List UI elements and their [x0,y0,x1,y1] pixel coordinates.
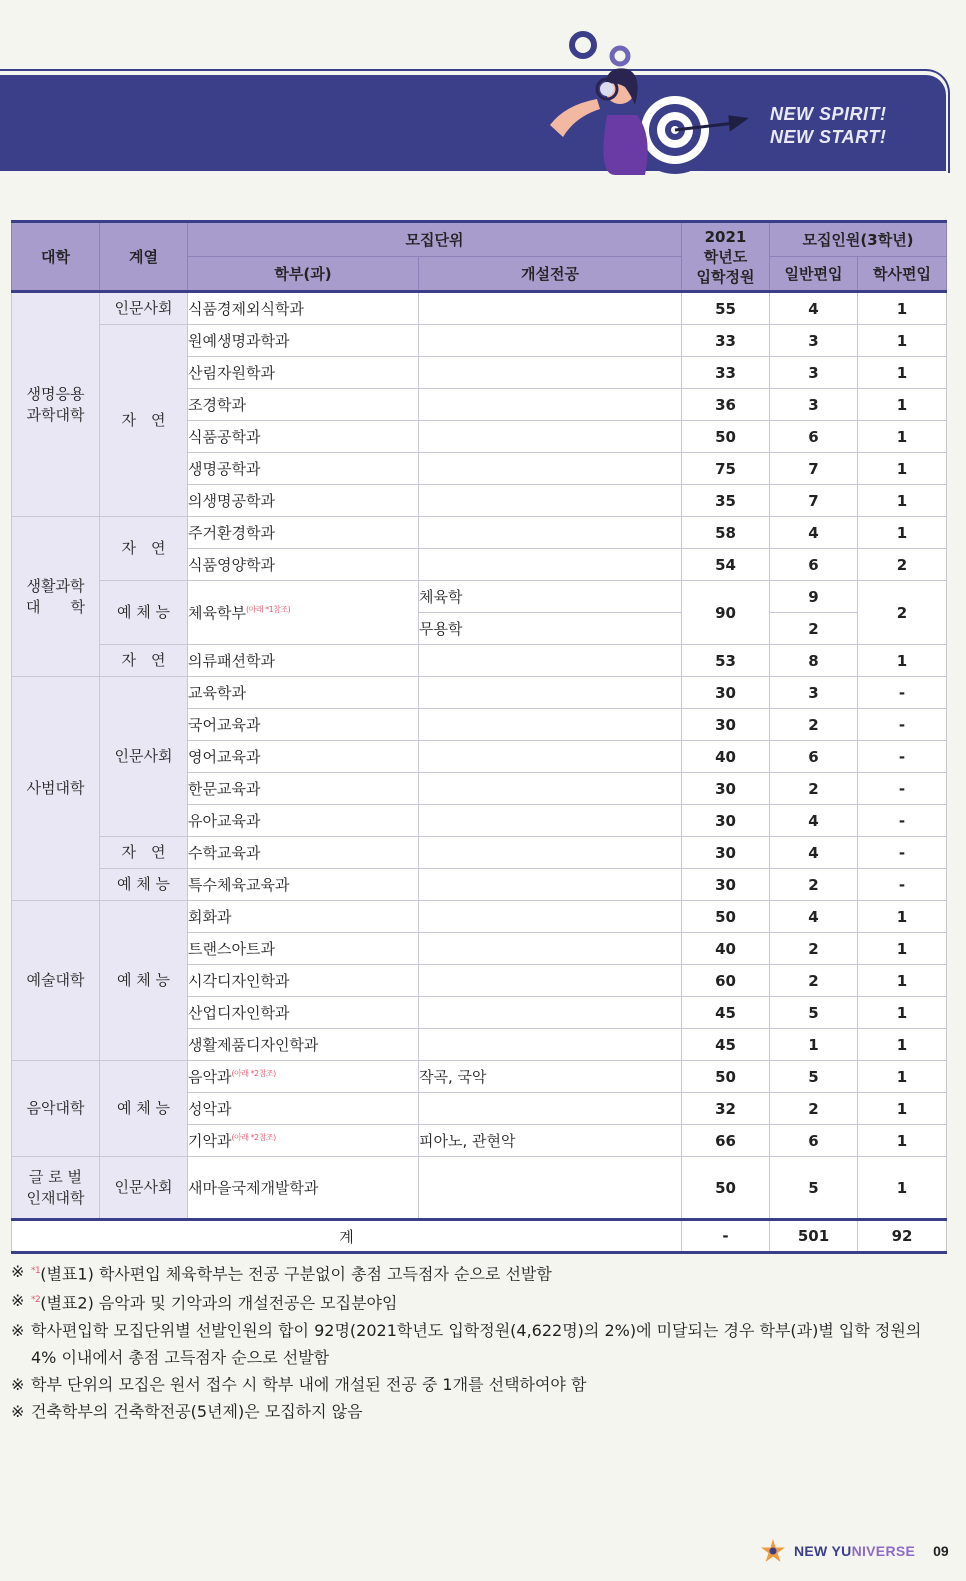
dept-cell: 회화과 [188,901,419,933]
major-cell [419,837,682,869]
note-item [11,1317,951,1371]
person-figure [550,68,648,175]
header-major: 개설전공 [419,257,682,292]
dept-cell: 수학교육과 [188,837,419,869]
star-logo-icon [760,1538,786,1564]
major-cell [419,997,682,1029]
major-cell [419,965,682,997]
bachelor-cell: 1 [858,997,947,1029]
category-cell: 예 체 능 [100,1061,188,1157]
major-cell [419,901,682,933]
univ-cell [12,517,100,677]
quota-cell: 33 [682,357,770,389]
quota-cell: 40 [682,933,770,965]
brand-part-b: NIVERSE [851,1543,916,1559]
general-cell: 2 [770,613,858,645]
page-number: 09 [933,1543,949,1559]
quota-cell: 90 [682,581,770,645]
bachelor-cell: - [858,869,947,901]
major-cell [419,1029,682,1061]
bachelor-cell: 1 [858,645,947,677]
gear-icon [572,34,594,56]
quota-cell: 58 [682,517,770,549]
general-cell: 5 [770,1157,858,1220]
category-cell: 자 연 [100,325,188,517]
quota-cell: 54 [682,549,770,581]
note-mark: ※ [11,1291,25,1311]
univ-cell [12,1157,100,1220]
dept-cell: 유아교육과 [188,805,419,837]
major-cell [419,677,682,709]
table-row [12,1157,947,1220]
bachelor-cell: - [858,741,947,773]
dept-cell [188,1061,419,1093]
quota-cell: 33 [682,325,770,357]
header-bachelor: 학사편입 [858,257,947,292]
general-cell: 6 [770,1125,858,1157]
table-row [12,292,947,325]
univ-cell: 예술대학 [12,901,100,1061]
bachelor-cell: 1 [858,965,947,997]
quota-cell: 50 [682,901,770,933]
brand-part-a: NEW YU [794,1543,852,1559]
general-cell: 9 [770,581,858,613]
header-general: 일반편입 [770,257,858,292]
major-cell [419,741,682,773]
quota-cell: 30 [682,709,770,741]
major-cell [419,1157,682,1220]
general-cell: 3 [770,357,858,389]
note-text: 학사편입학 모집단위별 선발인원의 합이 92명(2021학년도 입학정원(4,622명)의 2%)에 미달되는 경우 학부(과)별 입학 정원의 4% 이내에서 총점 고득점자 순으로 선발함 [31,1320,922,1367]
general-cell: 6 [770,549,858,581]
major-cell [419,709,682,741]
header-category: 계열 [100,222,188,292]
category-cell: 인문사회 [100,1157,188,1220]
dept-cell: 새마을국제개발학과 [188,1157,419,1220]
quota-cell: 30 [682,677,770,709]
dept-cell: 식품경제외식학과 [188,292,419,325]
note-text: 건축학부의 건축학전공(5년제)은 모집하지 않음 [31,1401,363,1421]
dept-cell: 특수체육교육과 [188,869,419,901]
quota-cell: 60 [682,965,770,997]
general-cell: 2 [770,965,858,997]
note-mark: ※ [11,1320,25,1340]
bachelor-cell: - [858,773,947,805]
major-cell: 작곡, 국악 [419,1061,682,1093]
dept-cell: 한문교육과 [188,773,419,805]
small-gear-icon [612,48,628,64]
total-bachelor: 92 [858,1220,947,1253]
major-cell [419,869,682,901]
category-cell: 예 체 능 [100,869,188,901]
dept-cell: 시각디자인학과 [188,965,419,997]
general-cell: 8 [770,645,858,677]
bachelor-cell: 1 [858,421,947,453]
general-cell: 2 [770,869,858,901]
quota-cell: 66 [682,1125,770,1157]
table-row [12,517,947,549]
note-item [11,1258,951,1287]
table-row [12,677,947,709]
total-quota: - [682,1220,770,1253]
total-row [12,1220,947,1253]
general-cell: 4 [770,901,858,933]
bachelor-cell: 1 [858,485,947,517]
dept-cell: 성악과 [188,1093,419,1125]
general-cell: 2 [770,933,858,965]
major-cell [419,645,682,677]
dept-name: 체육학부 [188,604,246,622]
major-cell [419,933,682,965]
dept-cell [188,581,419,645]
note-item [11,1398,951,1425]
table-row [12,837,947,869]
footnote-ref: (아래 *2참조) [231,1069,276,1078]
note-mark: ※ [11,1401,25,1421]
quota-cell: 35 [682,485,770,517]
header-quota-line-2: 학년도 [703,247,748,266]
slogan-line-1: NEW SPIRIT! [770,104,887,124]
univ-name-line: 생활과학 [26,576,85,595]
general-cell: 6 [770,421,858,453]
general-cell: 3 [770,677,858,709]
table-row [12,325,947,357]
footnote-ref: (아래 *1참조) [245,605,291,614]
quota-cell: 30 [682,837,770,869]
header-quota-line-3: 입학정원 [696,267,755,286]
univ-name-line: 인재대학 [26,1188,85,1207]
general-cell: 2 [770,773,858,805]
dept-cell: 주거환경학과 [188,517,419,549]
bachelor-cell: 2 [858,581,947,645]
category-cell: 인문사회 [100,677,188,837]
quota-cell: 75 [682,453,770,485]
major-cell: 체육학 [419,581,682,613]
dept-cell: 교육학과 [188,677,419,709]
bachelor-cell: 1 [858,1061,947,1093]
total-general: 501 [770,1220,858,1253]
univ-name-line: 대 학 [26,597,85,616]
major-cell [419,805,682,837]
quota-cell: 45 [682,1029,770,1061]
major-cell [419,421,682,453]
dept-cell: 식품영양학과 [188,549,419,581]
dept-cell: 의류패션학과 [188,645,419,677]
target-illustration [545,25,755,175]
table-row [12,581,947,613]
dept-cell: 생명공학과 [188,453,419,485]
dept-cell: 국어교육과 [188,709,419,741]
footer [760,1536,949,1566]
general-cell: 7 [770,453,858,485]
header-dept: 학부(과) [188,257,419,292]
quota-cell: 45 [682,997,770,1029]
major-cell: 무용학 [419,613,682,645]
major-cell [419,325,682,357]
header-quota-line-1: 2021 [704,227,747,246]
bachelor-cell: 2 [858,549,947,581]
univ-cell: 음악대학 [12,1061,100,1157]
quota-cell: 53 [682,645,770,677]
brand-name [794,1543,915,1559]
bachelor-cell: - [858,677,947,709]
quota-cell: 50 [682,1061,770,1093]
footnote-ref: *1 [31,1266,41,1276]
bachelor-cell: 1 [858,292,947,325]
major-cell [419,389,682,421]
category-cell: 예 체 능 [100,901,188,1061]
dept-cell: 산업디자인학과 [188,997,419,1029]
quota-cell: 50 [682,421,770,453]
slogan [770,103,887,149]
quota-cell: 32 [682,1093,770,1125]
note-text: (별표2) 음악과 및 기악과의 개설전공은 모집분야임 [40,1293,398,1313]
category-cell: 예 체 능 [100,581,188,645]
general-cell: 4 [770,517,858,549]
major-cell [419,453,682,485]
general-cell: 5 [770,1061,858,1093]
notes-section [11,1258,951,1425]
general-cell: 4 [770,805,858,837]
table-row [12,645,947,677]
header-unit-group: 모집단위 [188,222,682,257]
univ-cell: 사범대학 [12,677,100,901]
slogan-line-2: NEW START! [770,127,887,147]
general-cell: 2 [770,709,858,741]
category-cell: 자 연 [100,645,188,677]
bachelor-cell: 1 [858,1157,947,1220]
major-cell [419,292,682,325]
general-cell: 4 [770,837,858,869]
note-item [11,1287,951,1316]
total-label: 계 [12,1220,682,1253]
bachelor-cell: 1 [858,933,947,965]
footnote-ref: (아래 *2참조) [231,1133,276,1142]
general-cell: 1 [770,1029,858,1061]
dept-cell: 트랜스아트과 [188,933,419,965]
major-cell: 피아노, 관현악 [419,1125,682,1157]
quota-cell: 30 [682,805,770,837]
note-mark: ※ [11,1262,25,1281]
bachelor-cell: 1 [858,901,947,933]
category-cell: 자 연 [100,517,188,581]
dept-cell: 원예생명과학과 [188,325,419,357]
major-cell [419,517,682,549]
general-cell: 5 [770,997,858,1029]
header-univ: 대학 [12,222,100,292]
general-cell: 7 [770,485,858,517]
bachelor-cell: 1 [858,1029,947,1061]
table-row [12,869,947,901]
note-text: 학부 단위의 모집은 원서 접수 시 학부 내에 개설된 전공 중 1개를 선택하여야 함 [31,1374,587,1394]
quota-cell: 50 [682,1157,770,1220]
bachelor-cell: 1 [858,1093,947,1125]
header-recruit-group: 모집인원(3학년) [770,222,947,257]
quota-cell: 30 [682,773,770,805]
dept-cell: 의생명공학과 [188,485,419,517]
dept-cell: 산림자원학과 [188,357,419,389]
quota-cell: 40 [682,741,770,773]
quota-cell: 30 [682,869,770,901]
general-cell: 6 [770,741,858,773]
univ-cell [12,292,100,517]
univ-name-line: 글 로 벌 [28,1167,82,1186]
major-cell [419,357,682,389]
footnote-ref: *2 [31,1295,41,1306]
major-cell [419,773,682,805]
quota-cell: 55 [682,292,770,325]
header-quota [682,222,770,292]
dept-cell: 영어교육과 [188,741,419,773]
general-cell: 3 [770,325,858,357]
major-cell [419,1093,682,1125]
bachelor-cell: 1 [858,453,947,485]
univ-name-line: 과학대학 [26,405,85,424]
note-mark: ※ [11,1374,25,1394]
bachelor-cell: 1 [858,517,947,549]
dept-name: 음악과 [188,1068,232,1086]
admission-table [11,220,947,1254]
note-item [11,1371,951,1398]
dept-cell: 생활제품디자인학과 [188,1029,419,1061]
dept-cell: 식품공학과 [188,421,419,453]
dept-cell [188,1125,419,1157]
category-cell: 자 연 [100,837,188,869]
note-text: (별표1) 학사편입 체육학부는 전공 구분없이 총점 고득점자 순으로 선발함 [40,1264,552,1284]
dept-name: 기악과 [188,1132,232,1150]
table-row [12,1061,947,1093]
major-cell [419,549,682,581]
general-cell: 2 [770,1093,858,1125]
bachelor-cell: 1 [858,357,947,389]
bachelor-cell: - [858,837,947,869]
bachelor-cell: 1 [858,389,947,421]
table-row [12,901,947,933]
general-cell: 3 [770,389,858,421]
univ-name-line: 생명응용 [26,384,85,403]
bachelor-cell: - [858,709,947,741]
general-cell: 4 [770,292,858,325]
quota-cell: 36 [682,389,770,421]
major-cell [419,485,682,517]
category-cell: 인문사회 [100,292,188,325]
bachelor-cell: - [858,805,947,837]
bachelor-cell: 1 [858,325,947,357]
dept-cell: 조경학과 [188,389,419,421]
bachelor-cell: 1 [858,1125,947,1157]
